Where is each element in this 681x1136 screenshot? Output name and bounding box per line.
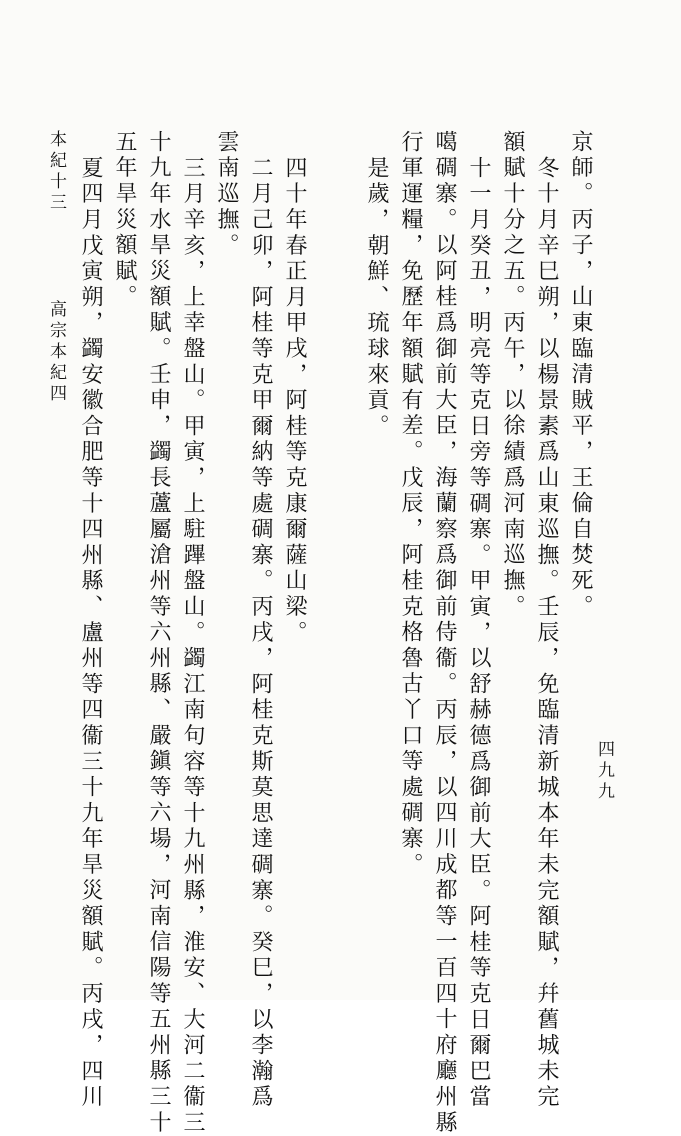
text-column-14: 夏四月戊寅朔，蠲安徽合肥等十四州縣、盧州等四衞三十九年旱災額賦。丙戌，四川 <box>78 156 103 1111</box>
running-head-title: 高宗本紀四 <box>46 300 66 405</box>
text-column-5: 噶碉寨。以阿桂爲御前大臣，海蘭察爲御前侍衞。丙辰，以四川成都等一百四十府廳州縣 <box>432 130 457 1136</box>
text-column-13: 五年旱災額賦。 <box>112 130 137 311</box>
text-column-6: 行軍運糧，免歷年額賦有差。戊辰，阿桂克格魯古丫口等處碉寨。 <box>398 130 423 879</box>
text-column-7: 是歲，朝鮮、琉球來貢。 <box>364 156 389 440</box>
text-column-10: 雲南巡撫。 <box>214 130 239 259</box>
text-column-9: 二月己卯，阿桂等克甲爾納等處碉寨。丙戌，阿桂克斯莫思達碉寨。癸巳，以李瀚爲 <box>248 156 273 1111</box>
text-column-8: 四十年春正月甲戌，阿桂等克康爾薩山梁。 <box>282 156 307 647</box>
text-column-4: 十一月癸丑，明亮等克日旁等碉寨。甲寅，以舒赫德爲御前大臣。阿桂等克日爾巴當 <box>466 156 491 1111</box>
text-column-12: 十九年水旱災額賦。壬申，蠲長蘆屬滄州等六州縣、嚴鎭等六場，河南信陽等五州縣三十 <box>146 130 171 1136</box>
text-column-1: 京師。丙子，山東臨清賊平，王倫自焚死。 <box>568 130 593 621</box>
text-column-2: 冬十月辛巳朔，以楊景素爲山東巡撫。壬辰，免臨清新城本年未完額賦，幷舊城未完 <box>534 156 559 1111</box>
text-column-11: 三月辛亥，上幸盤山。甲寅，上駐蹕盤山。蠲江南句容等十九州縣，淮安、大河二衞三 <box>180 156 205 1136</box>
page-number: 四九九 <box>594 740 614 803</box>
running-head-chapter: 本紀十三 <box>46 130 66 214</box>
text-column-3: 額賦十分之五。丙午，以徐績爲河南巡撫。 <box>500 130 525 621</box>
